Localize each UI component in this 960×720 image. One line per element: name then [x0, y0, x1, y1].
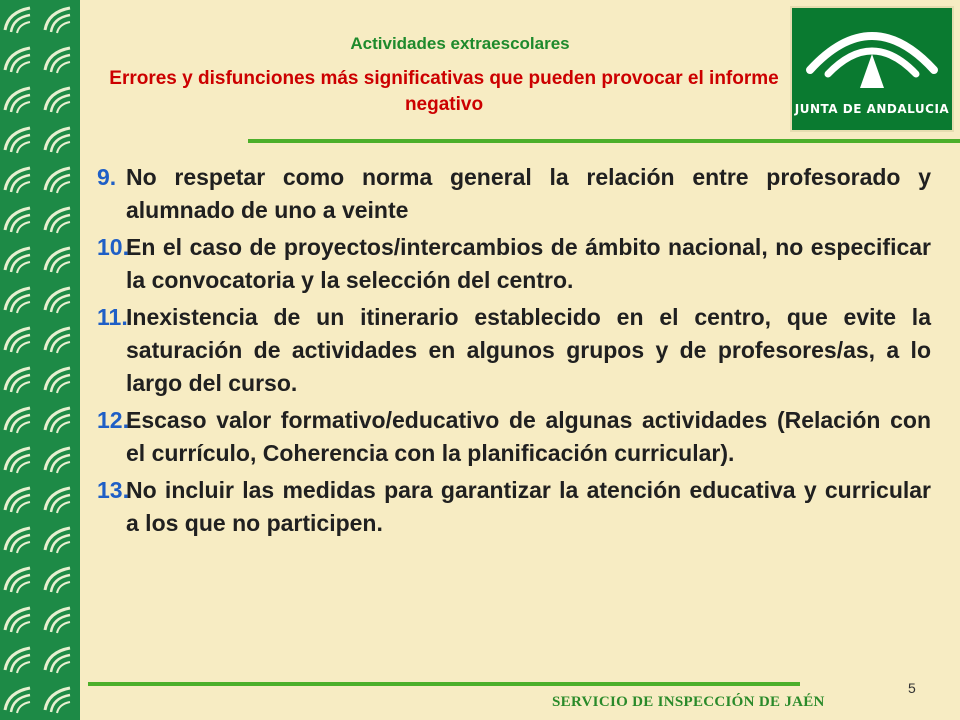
item-number: 11.	[97, 304, 128, 330]
arc-pattern-icon	[0, 0, 80, 720]
item-number: 9.	[97, 164, 117, 190]
items-list	[97, 161, 931, 544]
decorative-sidebar	[0, 0, 80, 720]
item-text: En el caso de proyectos/intercambios de ámbito nacional, no especificar la convocatoria y la selección del centro.	[126, 234, 931, 293]
page-number: 5	[908, 680, 916, 696]
junta-de-andalucia-logo	[790, 6, 954, 132]
logo-label: JUNTA DE ANDALUCIA	[794, 102, 950, 116]
item-number: 13.	[97, 477, 129, 503]
header-divider	[248, 139, 960, 143]
junta-de-andalucia-logo-icon	[792, 8, 952, 100]
item-text: No respetar como norma general la relación entre profesorado y alumnado de uno a veinte	[126, 164, 931, 223]
item-number: 12.	[97, 407, 129, 433]
list-item	[97, 404, 931, 470]
slide-subtitle: Errores y disfunciones más significativas que pueden provocar el informe negativo	[109, 68, 779, 115]
item-text: Inexistencia de un itinerario establecido en el centro, que evite la saturación de actividades en algunos grupos y de profesores/as, a lo largo del curso.	[126, 304, 931, 396]
list-item	[97, 474, 931, 540]
list-item	[97, 301, 931, 400]
footer-service-name: SERVICIO DE INSPECCIÓN DE JAÉN	[552, 694, 825, 710]
list-item	[97, 231, 931, 297]
item-text: Escaso valor formativo/educativo de algunas actividades (Relación con el currículo, Coherencia con la planificación curricular).	[126, 407, 931, 466]
list-item	[97, 161, 931, 227]
footer-divider	[88, 682, 800, 686]
item-text: No incluir las medidas para garantizar la atención educativa y curricular a los que no participen.	[126, 477, 931, 536]
slide-title: Actividades extraescolares	[350, 34, 570, 53]
item-number: 10.	[97, 234, 129, 260]
